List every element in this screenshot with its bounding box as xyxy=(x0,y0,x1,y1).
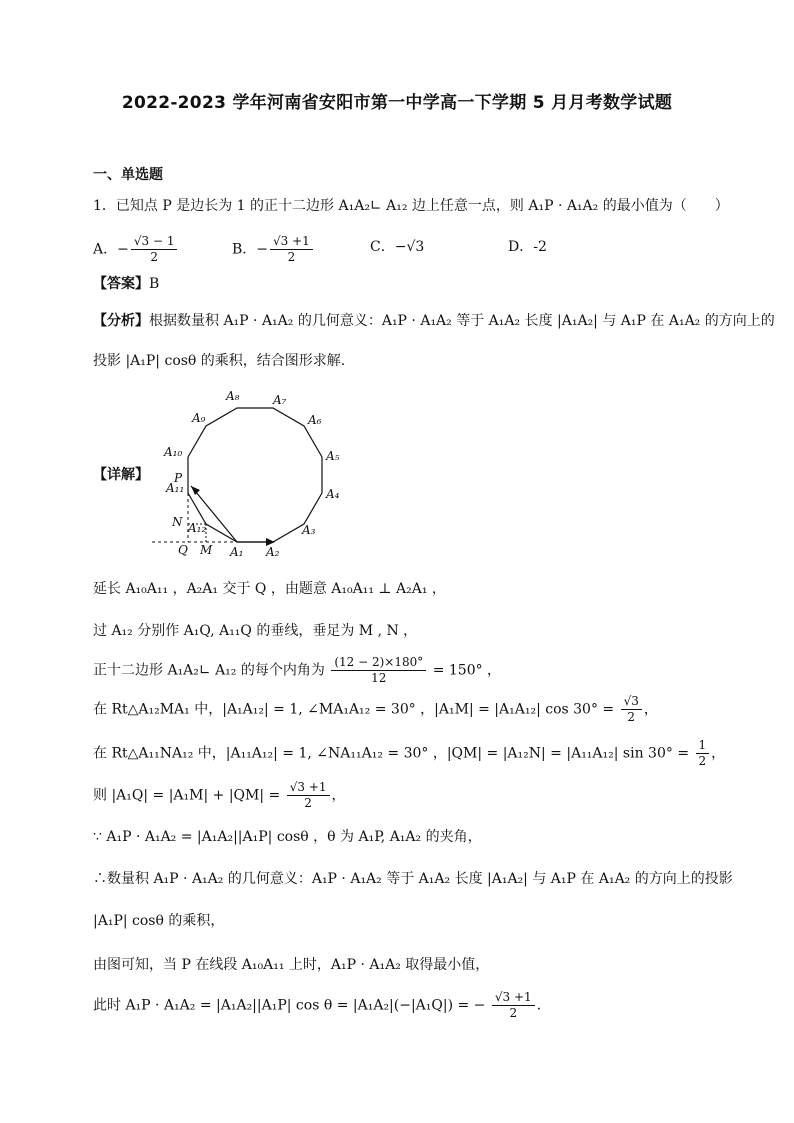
answer-tag: 【答案】 xyxy=(93,276,149,292)
option-b-numerator: √3 +1 xyxy=(270,234,313,250)
label-p: P xyxy=(174,471,183,485)
detail-tag: 【详解】 xyxy=(93,467,149,483)
label-n: N xyxy=(172,515,183,529)
a1q-numerator: √3 +1 xyxy=(287,780,330,796)
label-m: M xyxy=(200,543,213,557)
label-a9: A₉ xyxy=(192,411,206,425)
answer-value: B xyxy=(149,276,160,292)
option-a-denominator: 2 xyxy=(150,250,158,264)
solution-step-10: 由图可知，当 P 在线段 A₁₀A₁₁ 上时，A₁P · A₁A₂ 取得最小值， xyxy=(93,957,490,973)
solution-step-6-end: ， xyxy=(331,787,346,804)
label-a11: A₁₁ xyxy=(166,481,185,495)
analysis-line-1 xyxy=(93,310,775,330)
solution-step-11-text: 此时 A₁P · A₁A₂ = |A₁A₂||A₁P| cos θ = |A₁A₂|(−|A₁Q|) = − xyxy=(93,997,486,1014)
label-a12: A₁₂ xyxy=(188,521,207,535)
qm-fraction xyxy=(696,738,710,769)
solution-step-11-end: . xyxy=(536,997,542,1014)
solution-step-5-end: ， xyxy=(711,745,726,762)
analysis-tag: 【分析】 xyxy=(93,313,149,329)
solution-step-7: ∵ A₁P · A₁A₂ = |A₁A₂||A₁P| cosθ ，θ 为 A₁P, A₁A₂ 的夹角， xyxy=(93,829,482,845)
min-value-numerator: √3 +1 xyxy=(492,990,535,1006)
solution-step-2: 过 A₁₂ 分别作 A₁Q, A₁₁Q 的垂线，垂足为 M , N ， xyxy=(93,623,418,639)
option-d: D．-2 xyxy=(508,239,547,255)
solution-step-9: |A₁P| cosθ 的乘积， xyxy=(93,913,225,929)
option-b-fraction xyxy=(270,234,313,265)
label-a8: A₈ xyxy=(226,389,240,403)
label-a2: A₂ xyxy=(266,545,280,558)
option-b-denominator: 2 xyxy=(287,250,296,264)
interior-angle-denominator: 12 xyxy=(371,671,387,685)
option-a-numerator: √3 − 1 xyxy=(131,234,178,250)
solution-step-1: 延长 A₁₀A₁₁ ，A₂A₁ 交于 Q ，由题意 A₁₀A₁₁ ⊥ A₂A₁ ， xyxy=(93,581,446,597)
option-a xyxy=(93,234,179,265)
option-c: C．−√3 xyxy=(370,239,425,255)
vector-a1-p-arrowhead xyxy=(191,486,200,495)
dodecagon-outline xyxy=(188,408,322,542)
label-q: Q xyxy=(178,543,188,557)
option-a-sign: − xyxy=(117,241,129,258)
solution-step-4-text: 在 Rt△A₁₂MA₁ 中，|A₁A₁₂| = 1, ∠MA₁A₁₂ = 30° ，|A₁M| = |A₁A₁₂| cos 30° = xyxy=(93,701,615,718)
solution-step-3-text: 正十二边形 A₁A₂∟ A₁₂ 的每个内角为 xyxy=(93,662,325,679)
interior-angle-numerator: (12 − 2)×180° xyxy=(331,655,426,671)
interior-angle-fraction xyxy=(331,655,426,686)
solution-step-4 xyxy=(93,694,658,725)
analysis-line-2: 投影 |A₁P| cosθ 的乘积，结合图形求解. xyxy=(93,353,346,369)
label-a3: A₃ xyxy=(302,523,316,537)
solution-step-3-result: = 150° ， xyxy=(432,662,502,679)
dodecagon-diagram xyxy=(150,386,370,558)
a1m-denominator: 2 xyxy=(627,710,636,724)
min-value-fraction xyxy=(492,990,535,1021)
a1m-fraction xyxy=(621,694,642,725)
option-a-label: A． xyxy=(93,241,118,258)
label-a6: A₆ xyxy=(308,413,322,427)
min-value-denominator: 2 xyxy=(509,1006,518,1020)
solution-step-5 xyxy=(93,738,725,769)
a1m-numerator: √3 xyxy=(621,694,642,710)
label-a5: A₅ xyxy=(326,449,340,463)
solution-step-8: ∴数量积 A₁P · A₁A₂ 的几何意义：A₁P · A₁A₂ 等于 A₁A₂ 长度 |A₁A₂| 与 A₁P 在 A₁A₂ 的方向上的投影 xyxy=(93,871,733,887)
a1q-denominator: 2 xyxy=(304,796,312,810)
qm-denominator: 2 xyxy=(698,754,707,768)
solution-step-4-end: ， xyxy=(643,701,658,718)
solution-step-6 xyxy=(93,780,346,811)
answer-line xyxy=(93,273,159,293)
option-b xyxy=(232,234,315,265)
option-a-fraction xyxy=(131,234,178,265)
option-b-sign: − xyxy=(256,241,269,258)
label-a10: A₁₀ xyxy=(164,445,183,459)
analysis-text-1: 根据数量积 A₁P · A₁A₂ 的几何意义：A₁P · A₁A₂ 等于 A₁A₂ 长度 |A₁A₂| 与 A₁P 在 A₁A₂ 的方向上的 xyxy=(149,313,775,329)
a1q-fraction xyxy=(287,780,330,811)
solution-step-3 xyxy=(93,655,501,686)
solution-step-6-text: 则 |A₁Q| = |A₁M| + |QM| = xyxy=(93,787,281,804)
solution-step-5-text: 在 Rt△A₁₁NA₁₂ 中，|A₁₁A₁₂| = 1, ∠NA₁₁A₁₂ = 30° ，|QM| = |A₁₂N| = |A₁₁A₁₂| sin 30° = xyxy=(93,745,690,762)
question-text: 1．已知点 P 是边长为 1 的正十二边形 A₁A₂∟ A₁₂ 边上任意一点，则 A₁P · A₁A₂ 的最小值为（ ） xyxy=(93,198,729,214)
label-a7: A₇ xyxy=(273,393,287,407)
solution-step-11 xyxy=(93,990,541,1021)
qm-numerator: 1 xyxy=(696,738,710,754)
label-a1: A₁ xyxy=(230,545,244,558)
page-title: 2022-2023 学年河南省安阳市第一中学高一下学期 5 月月考数学试题 xyxy=(121,93,673,113)
section-heading: 一、单选题 xyxy=(93,167,163,183)
option-b-label: B． xyxy=(232,241,257,258)
label-a4: A₄ xyxy=(326,487,340,501)
